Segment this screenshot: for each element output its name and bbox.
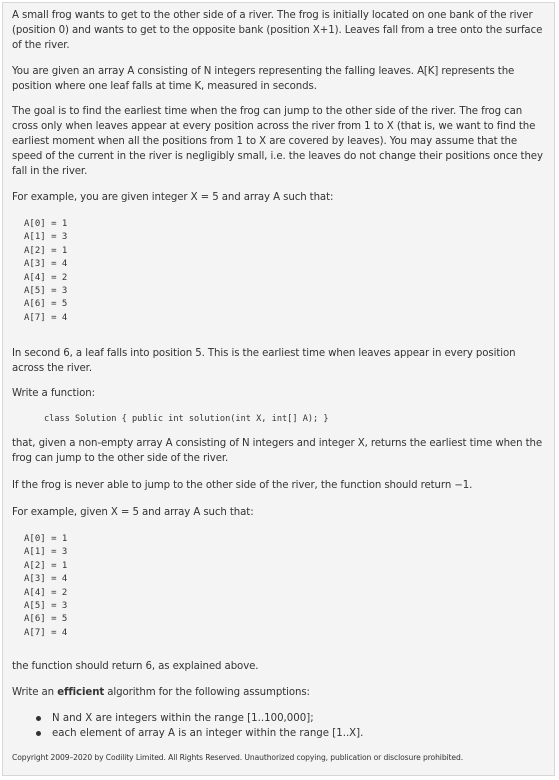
array-line: A[1] = 3 — [24, 547, 68, 558]
return-six-paragraph: the function should return 6, as explained above. — [12, 661, 259, 672]
array-line: A[5] = 3 — [24, 601, 68, 612]
bullet-icon — [36, 716, 41, 721]
array-line: A[0] = 1 — [24, 534, 68, 544]
array-line: A[0] = 1 — [24, 219, 68, 229]
never-able-paragraph: If the frog is never able to jump to the other side of the river, the function should return −1. — [12, 480, 473, 491]
array-line: A[3] = 4 — [24, 259, 68, 270]
copyright-notice: Copyright 2009–2020 by Codility Limited. All Rights Reserved. Unauthorized copying, publication or disclosure prohibited. — [12, 753, 464, 762]
assumptions-list — [36, 711, 363, 741]
bullet-icon — [36, 731, 41, 736]
write-function-paragraph: Write a function: — [12, 388, 95, 399]
array-line: A[7] = 4 — [24, 312, 68, 323]
array-line: A[5] = 3 — [24, 286, 68, 297]
assumption-item: N and X are integers within the range [1..100,000]; — [36, 711, 363, 726]
array-line: A[4] = 2 — [24, 272, 68, 283]
efficient-word: efficient — [57, 687, 105, 698]
array-line: A[2] = 1 — [24, 245, 68, 256]
efficient-suffix: algorithm for the following assumptions: — [104, 687, 310, 698]
function-signature: class Solution { public int solution(int X, int[] A); } — [44, 414, 329, 424]
array-line: A[7] = 4 — [24, 627, 68, 638]
array-line: A[2] = 1 — [24, 560, 68, 571]
array-line: A[6] = 5 — [24, 614, 68, 625]
array-line: A[6] = 5 — [24, 299, 68, 310]
array-line: A[3] = 4 — [24, 574, 68, 585]
array-example-2 — [24, 533, 67, 640]
intro-paragraph: A small frog wants to get to the other side of a river. The frog is initially located on one bank of the river (position 0) and wants to get to the opposite bank (position X+1). Leaves fall from a tree onto the surface of the river. — [12, 10, 543, 51]
efficient-prefix: Write an — [12, 687, 58, 698]
efficient-paragraph — [12, 685, 544, 700]
assumption-item: each element of array A is an integer within the range [1..X]. — [36, 726, 363, 741]
function-spec-paragraph: that, given a non-empty array A consisting of N integers and integer X, returns the earliest time when the frog can jump to the other side of the river. — [12, 438, 543, 464]
array-description-paragraph: You are given an array A consisting of N integers representing the falling leaves. A[K] represents the position where one leaf falls at time K, measured in seconds. — [12, 66, 515, 92]
goal-paragraph: The goal is to find the earliest time when the frog can jump to the other side of the river. The frog can cross only when leaves appear at every position across the river from 1 to X (that is, we want to find the earliest moment when all the positions from 1 to X are covered by leaves). You may assume that the speed of the current in the river is negligibly small, i.e. the leaves do not change their positions once they fall in the river. — [12, 106, 543, 177]
array-example-1 — [24, 218, 67, 325]
example-intro-paragraph: For example, you are given integer X = 5 and array A such that: — [12, 192, 334, 203]
second-six-paragraph: In second 6, a leaf falls into position 5. This is the earliest time when leaves appear in every position across the river. — [12, 348, 516, 374]
array-line: A[1] = 3 — [24, 232, 68, 243]
array-line: A[4] = 2 — [24, 587, 68, 598]
example-two-paragraph: For example, given X = 5 and array A such that: — [12, 507, 254, 518]
